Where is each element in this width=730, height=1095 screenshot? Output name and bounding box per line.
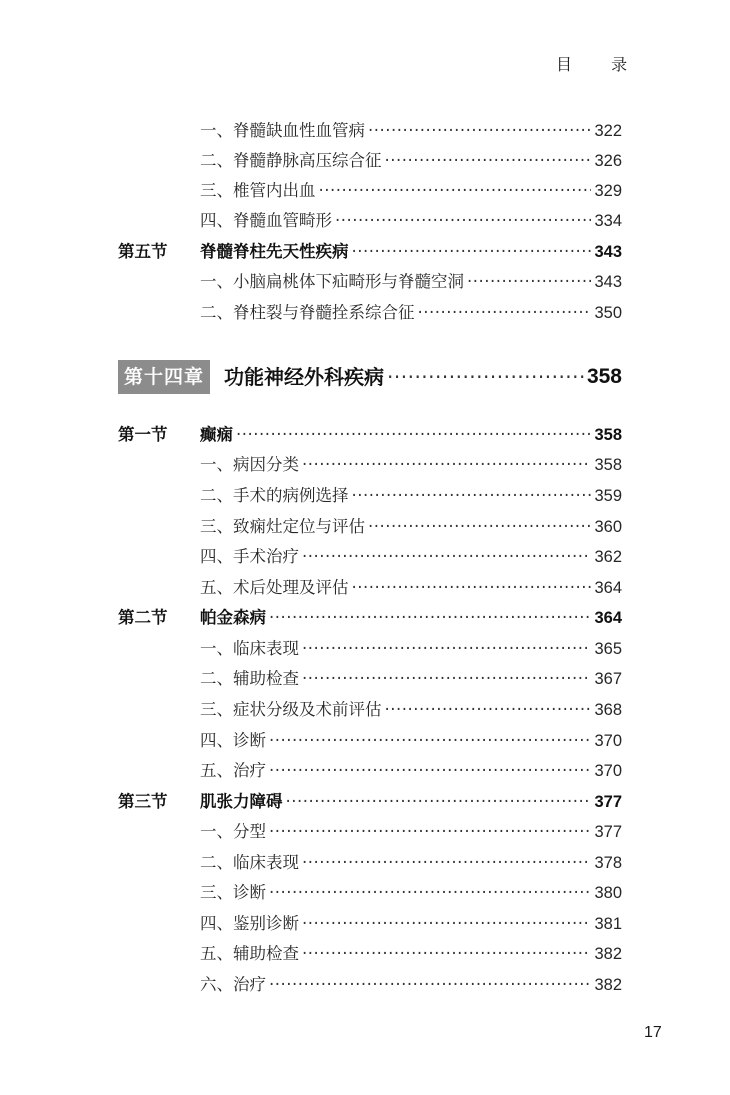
dot-leader — [302, 450, 591, 480]
page-number: 370 — [594, 762, 622, 780]
entry-title: 四、脊髓血管畸形 — [200, 211, 332, 230]
dot-leader — [418, 298, 592, 328]
page-number: 334 — [594, 212, 622, 230]
entry-title: 三、致痫灶定位与评估 — [200, 517, 365, 536]
toc-entry[interactable] — [200, 756, 622, 786]
dot-leader — [286, 787, 592, 817]
section-title: 肌张力障碍 — [200, 792, 283, 811]
dot-leader — [352, 573, 592, 603]
page-number: 329 — [594, 182, 622, 200]
toc-entry[interactable] — [200, 206, 622, 236]
section-label: 第一节 — [118, 425, 168, 444]
dot-leader — [385, 146, 592, 176]
toc-entry[interactable] — [200, 939, 622, 969]
page-number: 360 — [594, 518, 622, 536]
chapter-label: 第十四章 — [118, 360, 210, 394]
page-number: 364 — [594, 609, 622, 627]
page-number: 364 — [594, 579, 622, 597]
entry-title: 二、手术的病例选择 — [200, 486, 349, 505]
toc-entry[interactable] — [200, 909, 622, 939]
entry-title: 四、鉴别诊断 — [200, 914, 299, 933]
dot-leader — [269, 756, 591, 786]
entry-title: 三、诊断 — [200, 883, 266, 902]
toc-entry[interactable] — [200, 267, 622, 297]
entry-title: 二、辅助检查 — [200, 669, 299, 688]
entry-title: 一、分型 — [200, 822, 266, 841]
page-number: 322 — [594, 122, 622, 140]
toc-entry[interactable] — [200, 298, 622, 328]
toc-entry[interactable] — [200, 542, 622, 572]
toc-entry[interactable] — [200, 481, 622, 511]
dot-leader — [302, 848, 591, 878]
page-number: 382 — [594, 945, 622, 963]
toc-entry[interactable] — [200, 116, 622, 146]
dot-leader — [302, 634, 591, 664]
dot-leader — [368, 512, 591, 542]
dot-leader — [387, 359, 584, 395]
section-label: 第五节 — [118, 242, 168, 261]
toc-section-entry[interactable] — [118, 237, 622, 267]
toc-entry[interactable] — [200, 695, 622, 725]
page-number: 377 — [594, 823, 622, 841]
dot-leader — [236, 420, 591, 450]
dot-leader — [269, 817, 591, 847]
dot-leader — [269, 970, 591, 1000]
entry-title: 五、治疗 — [200, 761, 266, 780]
page-number: 381 — [594, 915, 622, 933]
dot-leader — [385, 695, 592, 725]
dot-leader — [302, 664, 591, 694]
toc-entry[interactable] — [200, 970, 622, 1000]
page-number: 343 — [594, 273, 622, 291]
toc-section-entry[interactable] — [118, 420, 622, 450]
dot-leader — [467, 267, 591, 297]
toc-entry[interactable] — [200, 573, 622, 603]
toc-entry[interactable] — [200, 634, 622, 664]
toc-entry[interactable] — [200, 512, 622, 542]
page-number: 368 — [594, 701, 622, 719]
toc-chapter-entry[interactable] — [118, 359, 622, 395]
toc-entry[interactable] — [200, 817, 622, 847]
page-number: 326 — [594, 152, 622, 170]
dot-leader — [269, 603, 591, 633]
toc-entry[interactable] — [200, 878, 622, 908]
page-number: 378 — [594, 854, 622, 872]
entry-title: 三、症状分级及术前评估 — [200, 700, 382, 719]
entry-title: 五、术后处理及评估 — [200, 578, 349, 597]
entry-title: 四、手术治疗 — [200, 547, 299, 566]
running-head: 目 录 — [556, 55, 645, 74]
section-title: 帕金森病 — [200, 608, 266, 627]
page-number: 343 — [594, 243, 622, 261]
toc-section-entry[interactable] — [118, 603, 622, 633]
page-number: 359 — [594, 487, 622, 505]
section-title: 癫痫 — [200, 425, 233, 444]
entry-title: 四、诊断 — [200, 731, 266, 750]
entry-title: 二、脊髓静脉高压综合征 — [200, 151, 382, 170]
page-number: 358 — [594, 456, 622, 474]
entry-title: 一、病因分类 — [200, 455, 299, 474]
page-number: 370 — [594, 732, 622, 750]
entry-title: 二、临床表现 — [200, 853, 299, 872]
entry-title: 六、治疗 — [200, 975, 266, 994]
section-label: 第三节 — [118, 792, 168, 811]
section-label: 第二节 — [118, 608, 168, 627]
page-number-footer: 17 — [644, 1024, 662, 1041]
dot-leader — [302, 542, 591, 572]
dot-leader — [352, 481, 592, 511]
entry-title: 二、脊柱裂与脊髓拴系综合征 — [200, 303, 415, 322]
toc-entry[interactable] — [200, 848, 622, 878]
page-number: 365 — [594, 640, 622, 658]
entry-title: 三、椎管内出血 — [200, 181, 316, 200]
page-number: 362 — [594, 548, 622, 566]
dot-leader — [302, 939, 591, 969]
toc-entry[interactable] — [200, 176, 622, 206]
section-title: 脊髓脊柱先天性疾病 — [200, 242, 349, 261]
entry-title: 一、小脑扁桃体下疝畸形与脊髓空洞 — [200, 272, 464, 291]
page-number: 382 — [594, 976, 622, 994]
page-number: 380 — [594, 884, 622, 902]
toc-entry[interactable] — [200, 146, 622, 176]
page-number: 377 — [594, 793, 622, 811]
page-number: 350 — [594, 304, 622, 322]
dot-leader — [368, 116, 591, 146]
entry-title: 一、脊髓缺血性血管病 — [200, 121, 365, 140]
dot-leader — [319, 176, 592, 206]
entry-title: 五、辅助检查 — [200, 944, 299, 963]
toc-entry[interactable] — [200, 450, 622, 480]
dot-leader — [352, 237, 592, 267]
toc-entry[interactable] — [200, 664, 622, 694]
toc-section-entry[interactable] — [118, 787, 622, 817]
page-number: 358 — [586, 365, 622, 388]
page-number: 367 — [594, 670, 622, 688]
dot-leader — [302, 909, 591, 939]
toc-entry[interactable] — [200, 726, 622, 756]
dot-leader — [269, 726, 591, 756]
dot-leader — [269, 878, 591, 908]
chapter-title: 功能神经外科疾病 — [224, 365, 385, 389]
page-number: 358 — [594, 426, 622, 444]
entry-title: 一、临床表现 — [200, 639, 299, 658]
dot-leader — [335, 206, 591, 236]
